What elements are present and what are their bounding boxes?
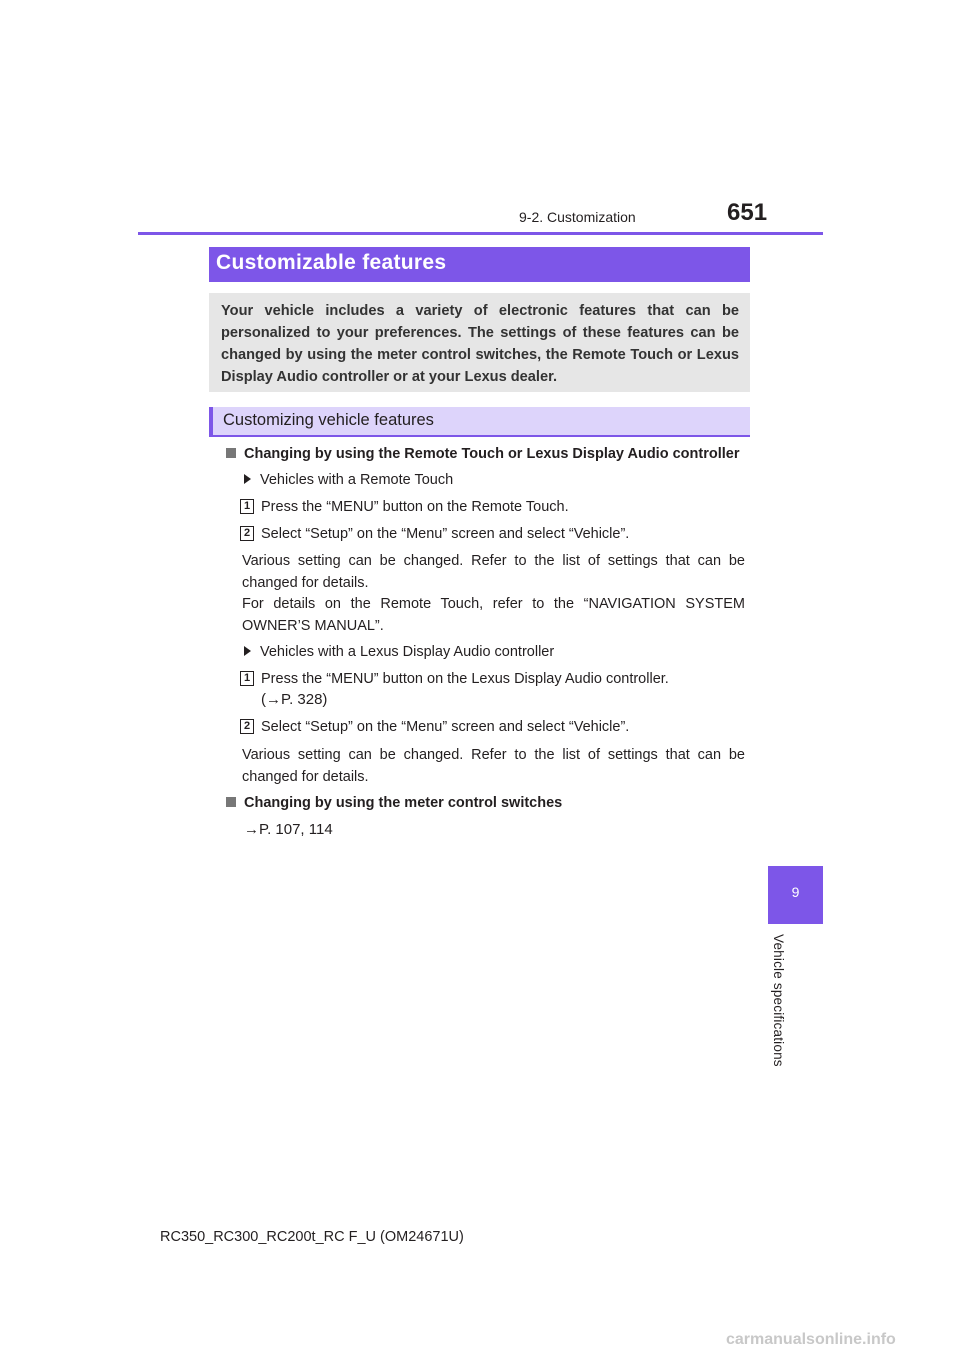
chapter-tab[interactable]: [768, 866, 823, 924]
lda-step2-text: Select “Setup” on the “Menu” screen and select “Vehicle”.: [261, 719, 630, 735]
step-number-badge: 2: [240, 526, 254, 541]
step-number-badge: 1: [240, 499, 254, 514]
remote-touch-label: Vehicles with a Remote Touch: [244, 470, 453, 490]
lda-step1-text: Press the “MENU” button on the Lexus Display Audio controller.: [261, 671, 669, 687]
chapter-number: 9: [791, 884, 800, 900]
lda-note: Various setting can be changed. Refer to the list of settings that can be changed for details.: [242, 747, 745, 785]
page-number: 651: [727, 199, 768, 226]
remote-note: Various setting can be changed. Refer to the list of settings that can be changed for details.: [242, 553, 745, 591]
lda-step1-page-ref[interactable]: (→P. 328): [261, 691, 328, 708]
square-bullet-icon: [226, 797, 236, 807]
step-number-badge: 1: [240, 671, 254, 686]
triangle-bullet-icon: [244, 646, 251, 656]
footer-model-code: RC350_RC300_RC200t_RC F_U (OM24671U): [160, 1229, 464, 1245]
square-bullet-icon: [226, 448, 236, 458]
watermark: carmanualsonline.info: [726, 1331, 896, 1348]
remote-step1-text: Press the “MENU” button on the Remote Touch.: [261, 499, 569, 515]
header-divider: [138, 232, 823, 235]
remote-note-navigation: For details on the Remote Touch, refer to the “NAVIGATION SYSTEM OWNER’S MANUAL”.: [242, 596, 745, 634]
main-heading: Customizable features: [209, 247, 750, 282]
chapter-label: Vehicle specifications: [771, 934, 786, 1067]
triangle-bullet-icon: [244, 474, 251, 484]
sub-heading: Customizing vehicle features: [209, 407, 750, 437]
section2-title: Changing by using the meter control switches: [226, 793, 562, 813]
section2-page-ref[interactable]: →P. 107, 114: [244, 821, 333, 838]
header-section-title: 9-2. Customization: [519, 209, 636, 225]
step-number-badge: 2: [240, 719, 254, 734]
lda-label: Vehicles with a Lexus Display Audio controller: [244, 642, 554, 662]
remote-step2-text: Select “Setup” on the “Menu” screen and select “Vehicle”.: [261, 526, 630, 542]
section1-title: Changing by using the Remote Touch or Lexus Display Audio controller: [226, 444, 739, 464]
intro-box: Your vehicle includes a variety of electronic features that can be personalized to your preferences. The settings of these features can be changed by using the meter control switches, the Remote Touch or Lexus Display Audio controller or at your Lexus dealer.: [209, 293, 750, 392]
